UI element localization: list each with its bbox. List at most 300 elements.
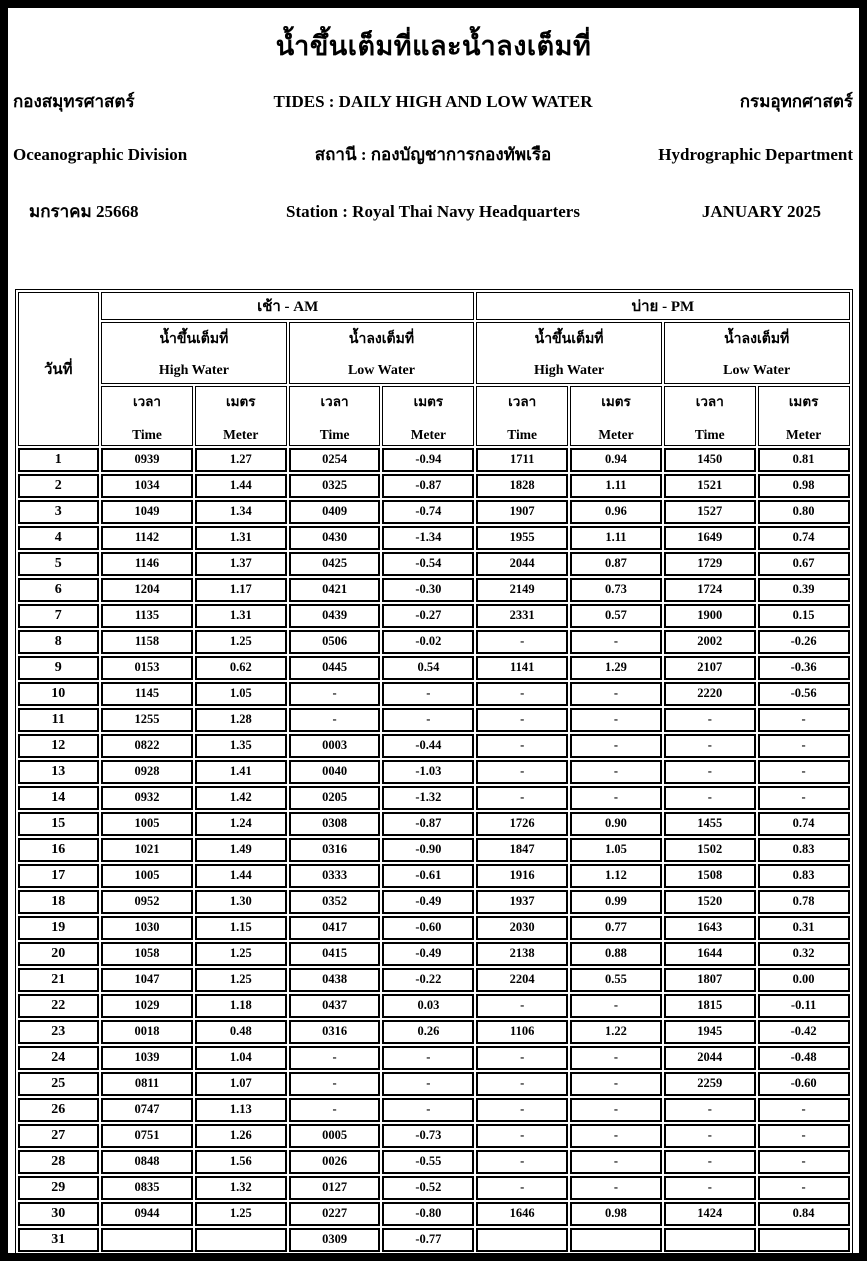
day-cell: 17 bbox=[18, 864, 100, 888]
doc-title-english: TIDES : DAILY HIGH AND LOW WATER bbox=[273, 91, 593, 111]
am-high-time-cell: 0944 bbox=[101, 1202, 193, 1226]
am-high-time-cell: 1142 bbox=[101, 526, 193, 550]
pm-high-time-cell: - bbox=[476, 1150, 568, 1174]
table-row bbox=[18, 656, 850, 680]
am-low-time-cell: 0127 bbox=[289, 1176, 381, 1200]
day-cell: 13 bbox=[18, 760, 100, 784]
tide-table bbox=[15, 289, 853, 1255]
meter-label-thai: เมตร bbox=[226, 394, 256, 410]
pm-low-time-cell: 2107 bbox=[664, 656, 756, 680]
pm-high-meter-cell: - bbox=[570, 708, 662, 732]
pm-low-meter-cell: -0.11 bbox=[758, 994, 850, 1018]
pm-high-time-cell: 1646 bbox=[476, 1202, 568, 1226]
table-row bbox=[18, 1124, 850, 1148]
am-low-meter-cell: - bbox=[382, 1046, 474, 1070]
day-cell: 1 bbox=[18, 448, 100, 472]
pm-high-time-cell bbox=[476, 1228, 568, 1252]
pm-high-time-cell: 2138 bbox=[476, 942, 568, 966]
am-low-meter-cell: -0.87 bbox=[382, 474, 474, 498]
am-high-meter-cell: 1.35 bbox=[195, 734, 287, 758]
pm-high-time-cell: 1711 bbox=[476, 448, 568, 472]
table-row bbox=[18, 864, 850, 888]
table-row bbox=[18, 838, 850, 862]
pm-low-meter-cell: - bbox=[758, 734, 850, 758]
am-high-time-cell: 1145 bbox=[101, 682, 193, 706]
table-row bbox=[18, 448, 850, 472]
pm-low-time-cell: - bbox=[664, 786, 756, 810]
am-low-time-cell: 0415 bbox=[289, 942, 381, 966]
day-cell: 3 bbox=[18, 500, 100, 524]
table-row bbox=[18, 500, 850, 524]
am-low-meter-cell: -0.90 bbox=[382, 838, 474, 862]
am-low-meter-cell: -0.94 bbox=[382, 448, 474, 472]
table-row bbox=[18, 1020, 850, 1044]
pm-high-time-cell: 1937 bbox=[476, 890, 568, 914]
am-high-time-cell: 0835 bbox=[101, 1176, 193, 1200]
am-low-time-cell: 0040 bbox=[289, 760, 381, 784]
day-cell: 2 bbox=[18, 474, 100, 498]
am-high-meter-cell: 1.27 bbox=[195, 448, 287, 472]
pm-high-time-cell: 1907 bbox=[476, 500, 568, 524]
am-high-meter-cell: 1.25 bbox=[195, 1202, 287, 1226]
am-high-time-cell: 1021 bbox=[101, 838, 193, 862]
pm-high-time-cell: 1141 bbox=[476, 656, 568, 680]
pm-high-meter-cell: 1.22 bbox=[570, 1020, 662, 1044]
am-low-time-cell: - bbox=[289, 682, 381, 706]
am-low-time-cell: 0438 bbox=[289, 968, 381, 992]
meter-label-english: Meter bbox=[598, 427, 634, 443]
day-cell: 4 bbox=[18, 526, 100, 550]
pm-low-time-cell: 1527 bbox=[664, 500, 756, 524]
am-high-time-cell: 1049 bbox=[101, 500, 193, 524]
pm-low-time-cell: 1521 bbox=[664, 474, 756, 498]
am-high-time-cell: 1029 bbox=[101, 994, 193, 1018]
pm-high-time-cell: - bbox=[476, 1098, 568, 1122]
am-low-time-cell: 0417 bbox=[289, 916, 381, 940]
pm-high-meter-cell: 0.98 bbox=[570, 1202, 662, 1226]
am-low-meter-cell: -0.02 bbox=[382, 630, 474, 654]
am-high-time-cell: 1135 bbox=[101, 604, 193, 628]
am-low-time-cell: 0409 bbox=[289, 500, 381, 524]
time-label-english: Time bbox=[319, 427, 350, 443]
day-cell: 31 bbox=[18, 1228, 100, 1252]
am-high-meter-cell: 1.24 bbox=[195, 812, 287, 836]
am-high-time-cell: 0932 bbox=[101, 786, 193, 810]
am-low-time-cell: 0445 bbox=[289, 656, 381, 680]
am-low-meter-cell: -0.44 bbox=[382, 734, 474, 758]
pm-low-time-header bbox=[664, 386, 756, 446]
pm-low-time-cell: 1900 bbox=[664, 604, 756, 628]
header-row-2 bbox=[8, 141, 859, 168]
am-low-water-header bbox=[289, 322, 475, 384]
am-high-time-cell: 0848 bbox=[101, 1150, 193, 1174]
pm-low-meter-cell: 0.98 bbox=[758, 474, 850, 498]
pm-high-time-cell: - bbox=[476, 786, 568, 810]
table-row bbox=[18, 682, 850, 706]
pm-high-meter-cell: - bbox=[570, 994, 662, 1018]
am-high-meter-cell: 0.62 bbox=[195, 656, 287, 680]
am-high-water-header bbox=[101, 322, 287, 384]
pm-high-meter-cell bbox=[570, 1228, 662, 1252]
pm-low-time-cell: 2044 bbox=[664, 1046, 756, 1070]
pm-low-meter-header bbox=[758, 386, 850, 446]
am-high-meter-cell bbox=[195, 1228, 287, 1252]
pm-low-meter-cell: - bbox=[758, 1150, 850, 1174]
org-name-thai-right: กรมอุทกศาสตร์ bbox=[739, 91, 853, 111]
am-low-meter-cell: -0.87 bbox=[382, 812, 474, 836]
month-thai: มกราคม 25668 bbox=[29, 201, 139, 221]
am-high-meter-cell: 1.44 bbox=[195, 474, 287, 498]
pm-high-meter-header bbox=[570, 386, 662, 446]
meter-label-thai: เมตร bbox=[788, 394, 819, 410]
pm-low-time-cell: 1502 bbox=[664, 838, 756, 862]
pm-low-meter-cell: - bbox=[758, 1176, 850, 1200]
meter-label-english: Meter bbox=[785, 427, 822, 443]
pm-high-time-cell: 2204 bbox=[476, 968, 568, 992]
pm-high-meter-cell: - bbox=[570, 786, 662, 810]
pm-high-meter-cell: 0.57 bbox=[570, 604, 662, 628]
table-row bbox=[18, 942, 850, 966]
pm-high-meter-cell: 1.11 bbox=[570, 526, 662, 550]
am-high-meter-cell: 1.31 bbox=[195, 526, 287, 550]
am-low-meter-cell: -1.34 bbox=[382, 526, 474, 550]
am-low-time-cell: 0352 bbox=[289, 890, 381, 914]
am-high-time-cell: 1058 bbox=[101, 942, 193, 966]
pm-low-time-cell: 1945 bbox=[664, 1020, 756, 1044]
am-low-meter-cell: -0.60 bbox=[382, 916, 474, 940]
pm-high-water-header bbox=[476, 322, 662, 384]
pm-low-time-cell: 2220 bbox=[664, 682, 756, 706]
pm-low-meter-cell: -0.36 bbox=[758, 656, 850, 680]
am-high-time-cell: 0018 bbox=[101, 1020, 193, 1044]
pm-high-meter-cell: 0.88 bbox=[570, 942, 662, 966]
am-high-meter-cell: 1.05 bbox=[195, 682, 287, 706]
pm-high-time-cell: 1828 bbox=[476, 474, 568, 498]
pm-low-time-cell: - bbox=[664, 760, 756, 784]
am-high-meter-cell: 1.25 bbox=[195, 968, 287, 992]
am-high-meter-cell: 1.32 bbox=[195, 1176, 287, 1200]
header-row-3 bbox=[8, 198, 859, 225]
day-cell: 20 bbox=[18, 942, 100, 966]
pm-low-meter-cell: 0.83 bbox=[758, 864, 850, 888]
am-high-meter-cell: 1.25 bbox=[195, 630, 287, 654]
pm-high-meter-cell: - bbox=[570, 1098, 662, 1122]
am-high-time-cell bbox=[101, 1228, 193, 1252]
am-low-water-label-english: Low Water bbox=[347, 363, 415, 379]
pm-low-meter-cell: 0.15 bbox=[758, 604, 850, 628]
pm-high-meter-cell: 0.96 bbox=[570, 500, 662, 524]
pm-high-meter-cell: 0.99 bbox=[570, 890, 662, 914]
pm-high-meter-cell: 1.05 bbox=[570, 838, 662, 862]
pm-high-meter-cell: - bbox=[570, 682, 662, 706]
am-high-meter-cell: 1.31 bbox=[195, 604, 287, 628]
pm-high-meter-cell: - bbox=[570, 1150, 662, 1174]
am-low-meter-cell: -0.80 bbox=[382, 1202, 474, 1226]
am-high-meter-cell: 1.25 bbox=[195, 942, 287, 966]
pm-high-time-cell: - bbox=[476, 682, 568, 706]
pm-high-meter-cell: 1.12 bbox=[570, 864, 662, 888]
am-low-time-cell: - bbox=[289, 1072, 381, 1096]
am-low-meter-cell: - bbox=[382, 708, 474, 732]
am-high-time-cell: 1146 bbox=[101, 552, 193, 576]
pm-low-time-cell: 2259 bbox=[664, 1072, 756, 1096]
time-label-thai: เวลา bbox=[320, 394, 349, 410]
table-row bbox=[18, 812, 850, 836]
am-high-meter-cell: 1.17 bbox=[195, 578, 287, 602]
day-cell: 26 bbox=[18, 1098, 100, 1122]
table-row bbox=[18, 578, 850, 602]
pm-low-time-cell: 2002 bbox=[664, 630, 756, 654]
table-row bbox=[18, 890, 850, 914]
pm-low-meter-cell: -0.60 bbox=[758, 1072, 850, 1096]
pm-low-meter-cell: 0.31 bbox=[758, 916, 850, 940]
table-row bbox=[18, 1072, 850, 1096]
am-low-meter-cell: - bbox=[382, 1098, 474, 1122]
day-cell: 8 bbox=[18, 630, 100, 654]
day-cell: 7 bbox=[18, 604, 100, 628]
day-cell: 30 bbox=[18, 1202, 100, 1226]
day-cell: 24 bbox=[18, 1046, 100, 1070]
page-title: น้ำขึ้นเต็มที่และน้ำลงเต็มที่ bbox=[275, 31, 592, 61]
pm-high-time-cell: - bbox=[476, 708, 568, 732]
pm-high-water-label-english: High Water bbox=[534, 363, 605, 379]
pm-low-time-cell: 1729 bbox=[664, 552, 756, 576]
am-high-time-cell: 1005 bbox=[101, 864, 193, 888]
pm-high-time-cell: - bbox=[476, 630, 568, 654]
pm-low-meter-cell: -0.26 bbox=[758, 630, 850, 654]
pm-low-water-header bbox=[664, 322, 850, 384]
table-row bbox=[18, 1046, 850, 1070]
org-name-english-right: Hydrographic Department bbox=[658, 144, 853, 164]
pm-low-time-cell: 1508 bbox=[664, 864, 756, 888]
am-low-time-cell: 0309 bbox=[289, 1228, 381, 1252]
station-name-thai: สถานี : กองบัญชาการกองทัพเรือ bbox=[314, 144, 552, 164]
am-low-meter-cell: 0.03 bbox=[382, 994, 474, 1018]
table-row bbox=[18, 994, 850, 1018]
pm-low-time-cell bbox=[664, 1228, 756, 1252]
day-cell: 9 bbox=[18, 656, 100, 680]
am-high-time-cell: 1005 bbox=[101, 812, 193, 836]
pm-low-meter-cell: 0.00 bbox=[758, 968, 850, 992]
am-low-meter-cell: 0.26 bbox=[382, 1020, 474, 1044]
am-low-time-cell: 0437 bbox=[289, 994, 381, 1018]
am-low-time-cell: 0005 bbox=[289, 1124, 381, 1148]
pm-low-meter-cell: - bbox=[758, 708, 850, 732]
am-high-time-cell: 0811 bbox=[101, 1072, 193, 1096]
pm-high-meter-cell: - bbox=[570, 1124, 662, 1148]
am-low-meter-cell: 0.54 bbox=[382, 656, 474, 680]
am-low-time-cell: 0316 bbox=[289, 838, 381, 862]
am-high-meter-cell: 1.15 bbox=[195, 916, 287, 940]
table-row bbox=[18, 526, 850, 550]
pm-low-meter-cell bbox=[758, 1228, 850, 1252]
am-low-time-cell: - bbox=[289, 708, 381, 732]
am-high-meter-cell: 1.18 bbox=[195, 994, 287, 1018]
am-high-meter-cell: 1.04 bbox=[195, 1046, 287, 1070]
table-row bbox=[18, 552, 850, 576]
day-cell: 18 bbox=[18, 890, 100, 914]
pm-high-time-cell: - bbox=[476, 1072, 568, 1096]
time-label-english: Time bbox=[507, 427, 538, 443]
am-low-time-cell: 0003 bbox=[289, 734, 381, 758]
am-low-meter-cell: -0.30 bbox=[382, 578, 474, 602]
am-low-meter-cell: -0.77 bbox=[382, 1228, 474, 1252]
am-high-meter-header bbox=[195, 386, 287, 446]
time-label-english: Time bbox=[132, 427, 162, 443]
pm-high-time-cell: 2331 bbox=[476, 604, 568, 628]
am-low-meter-cell: -0.49 bbox=[382, 942, 474, 966]
pm-high-meter-cell: - bbox=[570, 630, 662, 654]
tide-table-body bbox=[18, 448, 850, 1252]
am-low-time-cell: 0430 bbox=[289, 526, 381, 550]
day-cell: 15 bbox=[18, 812, 100, 836]
day-cell: 21 bbox=[18, 968, 100, 992]
table-row bbox=[18, 786, 850, 810]
table-row bbox=[18, 708, 850, 732]
am-low-time-cell: 0421 bbox=[289, 578, 381, 602]
am-high-time-cell: 0153 bbox=[101, 656, 193, 680]
day-cell: 16 bbox=[18, 838, 100, 862]
pm-low-time-cell: 1450 bbox=[664, 448, 756, 472]
pm-high-time-header bbox=[476, 386, 568, 446]
am-low-time-cell: 0308 bbox=[289, 812, 381, 836]
pm-low-meter-cell: -0.56 bbox=[758, 682, 850, 706]
am-low-time-cell: 0316 bbox=[289, 1020, 381, 1044]
am-high-time-header bbox=[101, 386, 193, 446]
am-low-meter-cell: -1.03 bbox=[382, 760, 474, 784]
am-low-meter-cell: -0.73 bbox=[382, 1124, 474, 1148]
pm-low-time-cell: 1643 bbox=[664, 916, 756, 940]
pm-high-water-label-thai: น้ำขึ้นเต็มที่ bbox=[534, 332, 604, 348]
pm-low-meter-cell: 0.84 bbox=[758, 1202, 850, 1226]
date-column-header: วันที่ bbox=[18, 292, 100, 446]
table-row bbox=[18, 1150, 850, 1174]
am-high-meter-cell: 1.44 bbox=[195, 864, 287, 888]
am-high-meter-cell: 0.48 bbox=[195, 1020, 287, 1044]
am-low-time-cell: 0227 bbox=[289, 1202, 381, 1226]
am-low-time-cell: 0425 bbox=[289, 552, 381, 576]
am-low-time-cell: - bbox=[289, 1046, 381, 1070]
pm-high-meter-cell: - bbox=[570, 1176, 662, 1200]
pm-high-meter-cell: 0.55 bbox=[570, 968, 662, 992]
am-high-meter-cell: 1.37 bbox=[195, 552, 287, 576]
station-name-english: Station : Royal Thai Navy Headquarters bbox=[286, 201, 580, 221]
meter-label-thai: เมตร bbox=[413, 394, 444, 410]
pm-low-meter-cell: - bbox=[758, 760, 850, 784]
am-high-water-label-english: High Water bbox=[158, 363, 229, 379]
pm-low-time-cell: 1520 bbox=[664, 890, 756, 914]
pm-low-meter-cell: - bbox=[758, 1124, 850, 1148]
pm-low-meter-cell: 0.39 bbox=[758, 578, 850, 602]
am-low-meter-cell: - bbox=[382, 1072, 474, 1096]
am-high-time-cell: 1039 bbox=[101, 1046, 193, 1070]
pm-high-meter-cell: 0.73 bbox=[570, 578, 662, 602]
am-high-meter-cell: 1.42 bbox=[195, 786, 287, 810]
time-label-thai: เวลา bbox=[132, 394, 162, 410]
pm-low-meter-cell: 0.74 bbox=[758, 526, 850, 550]
pm-high-meter-cell: 1.11 bbox=[570, 474, 662, 498]
am-high-time-cell: 0928 bbox=[101, 760, 193, 784]
units-header-row bbox=[18, 386, 850, 446]
day-cell: 28 bbox=[18, 1150, 100, 1174]
pm-high-time-cell: - bbox=[476, 734, 568, 758]
time-label-thai: เวลา bbox=[695, 394, 724, 410]
pm-low-time-cell: 1724 bbox=[664, 578, 756, 602]
month-english: JANUARY 2025 bbox=[701, 201, 821, 221]
am-low-time-cell: 0333 bbox=[289, 864, 381, 888]
am-low-time-cell: 0026 bbox=[289, 1150, 381, 1174]
day-cell: 5 bbox=[18, 552, 100, 576]
pm-high-meter-cell: - bbox=[570, 760, 662, 784]
am-low-meter-cell: -0.74 bbox=[382, 500, 474, 524]
am-high-meter-cell: 1.30 bbox=[195, 890, 287, 914]
am-high-meter-cell: 1.56 bbox=[195, 1150, 287, 1174]
am-low-meter-cell: -0.27 bbox=[382, 604, 474, 628]
pm-low-meter-cell: - bbox=[758, 1098, 850, 1122]
pm-high-time-cell: 1847 bbox=[476, 838, 568, 862]
pm-low-meter-cell: -0.48 bbox=[758, 1046, 850, 1070]
day-cell: 12 bbox=[18, 734, 100, 758]
day-cell: 19 bbox=[18, 916, 100, 940]
pm-high-time-cell: - bbox=[476, 760, 568, 784]
meter-label-english: Meter bbox=[223, 427, 259, 443]
am-low-time-cell: 0439 bbox=[289, 604, 381, 628]
pm-high-time-cell: - bbox=[476, 1124, 568, 1148]
am-low-meter-cell: -0.52 bbox=[382, 1176, 474, 1200]
pm-low-time-cell: - bbox=[664, 1098, 756, 1122]
am-high-meter-cell: 1.07 bbox=[195, 1072, 287, 1096]
pm-low-meter-cell: 0.80 bbox=[758, 500, 850, 524]
day-cell: 29 bbox=[18, 1176, 100, 1200]
day-cell: 23 bbox=[18, 1020, 100, 1044]
pm-high-meter-cell: 1.29 bbox=[570, 656, 662, 680]
pm-low-water-label-thai: น้ำลงเต็มที่ bbox=[724, 332, 790, 348]
am-high-time-cell: 0751 bbox=[101, 1124, 193, 1148]
am-high-meter-cell: 1.34 bbox=[195, 500, 287, 524]
time-label-thai: เวลา bbox=[508, 394, 537, 410]
table-row bbox=[18, 474, 850, 498]
pm-low-time-cell: 1424 bbox=[664, 1202, 756, 1226]
pm-low-meter-cell: 0.83 bbox=[758, 838, 850, 862]
day-cell: 6 bbox=[18, 578, 100, 602]
pm-high-meter-cell: 0.94 bbox=[570, 448, 662, 472]
am-high-meter-cell: 1.26 bbox=[195, 1124, 287, 1148]
am-high-meter-cell: 1.41 bbox=[195, 760, 287, 784]
pm-high-meter-cell: - bbox=[570, 1046, 662, 1070]
meter-label-thai: เมตร bbox=[601, 394, 631, 410]
pm-low-time-cell: - bbox=[664, 1150, 756, 1174]
day-cell: 10 bbox=[18, 682, 100, 706]
table-row bbox=[18, 1098, 850, 1122]
am-high-time-cell: 1034 bbox=[101, 474, 193, 498]
pm-high-time-cell: 1106 bbox=[476, 1020, 568, 1044]
pm-high-time-cell: 2149 bbox=[476, 578, 568, 602]
table-row bbox=[18, 604, 850, 628]
pm-low-time-cell: 1644 bbox=[664, 942, 756, 966]
time-label-english: Time bbox=[694, 427, 725, 443]
pm-low-time-cell: 1815 bbox=[664, 994, 756, 1018]
am-high-time-cell: 1158 bbox=[101, 630, 193, 654]
pm-low-time-cell: 1455 bbox=[664, 812, 756, 836]
am-high-time-cell: 1047 bbox=[101, 968, 193, 992]
am-low-meter-header bbox=[382, 386, 474, 446]
table-row bbox=[18, 968, 850, 992]
am-low-time-header bbox=[289, 386, 381, 446]
pm-high-meter-cell: 0.87 bbox=[570, 552, 662, 576]
am-low-time-cell: 0325 bbox=[289, 474, 381, 498]
am-high-time-cell: 1030 bbox=[101, 916, 193, 940]
header-row-1 bbox=[8, 88, 859, 115]
